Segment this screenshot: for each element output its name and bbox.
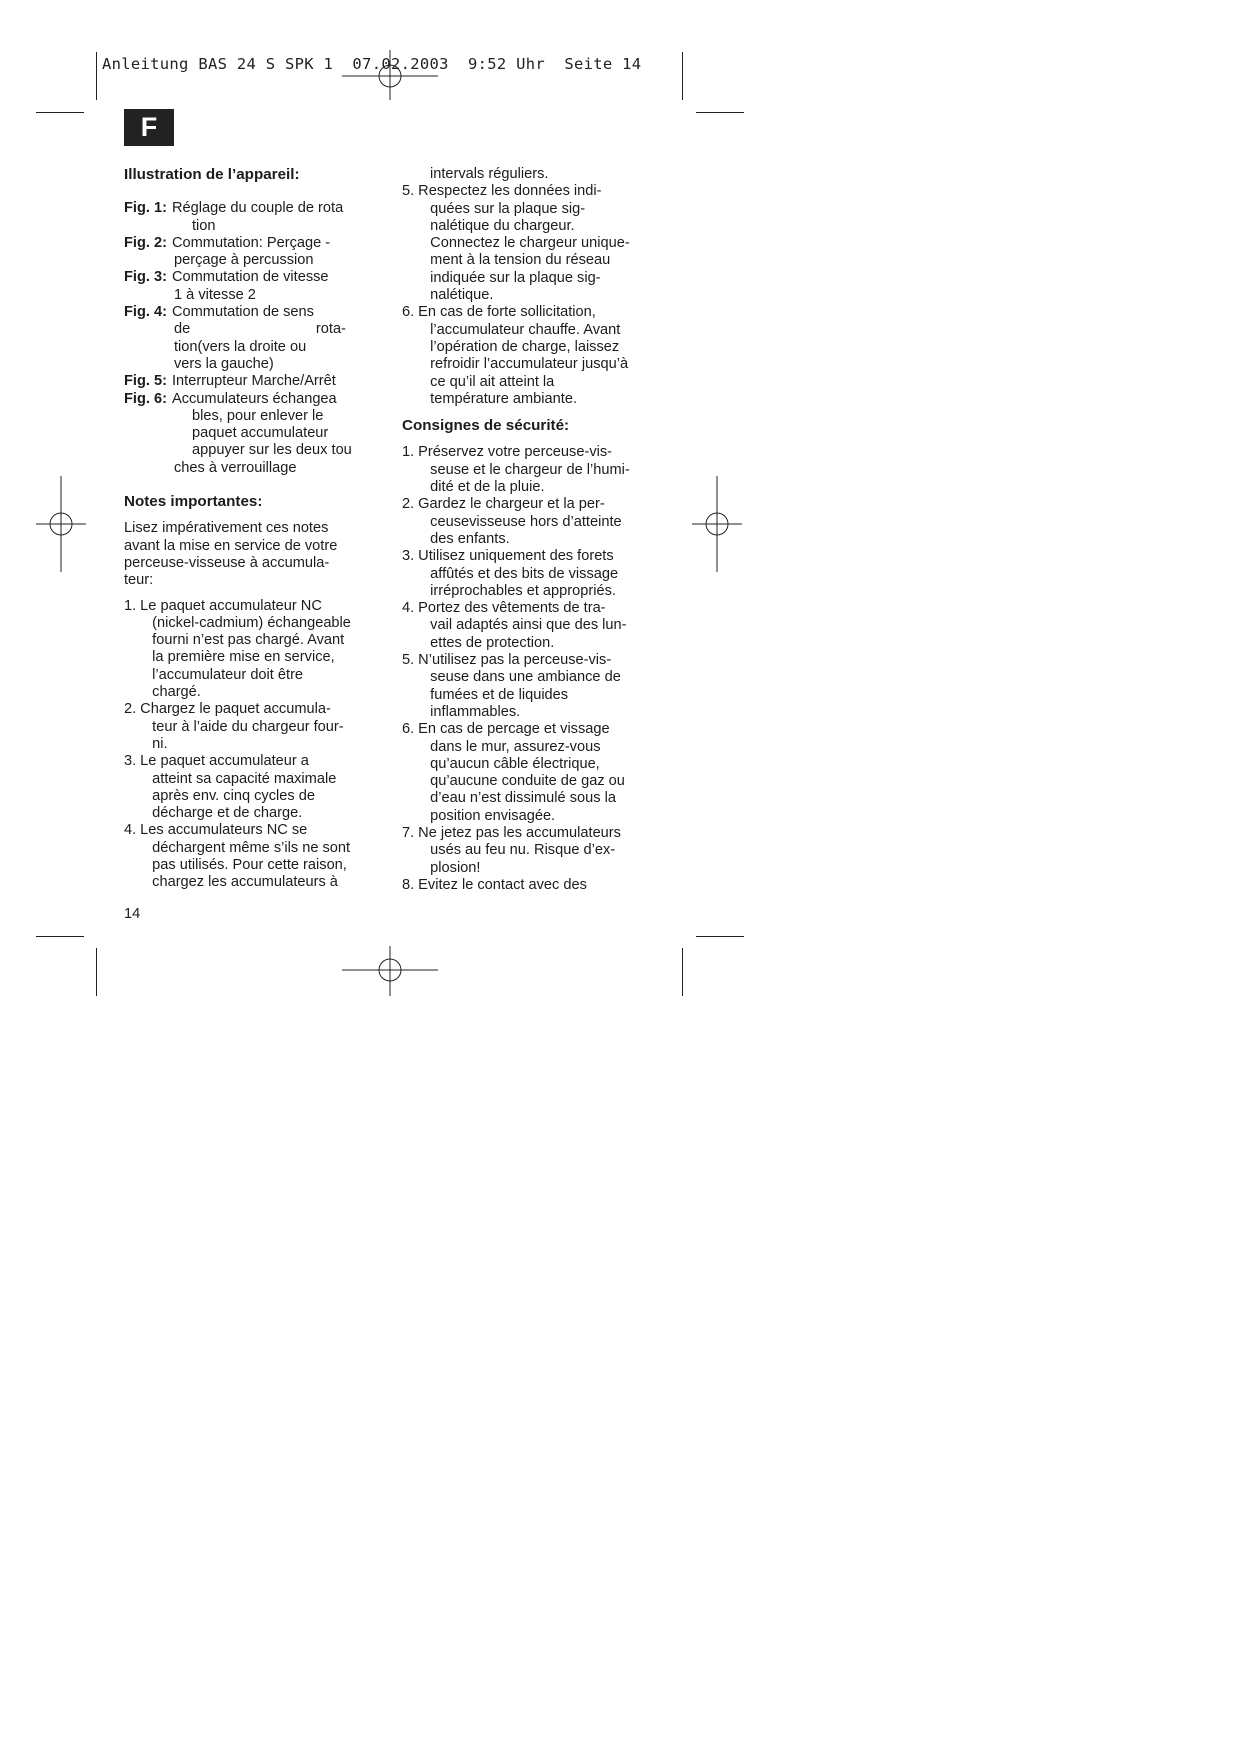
- crop-mark: [36, 112, 84, 113]
- fig-item: [124, 200, 384, 235]
- fig-description: Accumulateurs échangea bles, pour enlever le paquet accumulateur appuyer sur les deux tou ches à verrouillage: [171, 390, 352, 476]
- fig-item: [124, 269, 384, 304]
- notes-heading: Notes importantes:: [124, 493, 263, 511]
- page-number: 14: [124, 906, 141, 922]
- fig-item: [124, 391, 384, 477]
- list-item: 6. En cas de forte sollicitation, l’accumulateur chauffe. Avant l’opération de charge, laissez refroidir l’accumulateur jusqu’à ce qu’il ait atteint la température ambiante.: [402, 304, 629, 407]
- list-item: 3. Le paquet accumulateur a atteint sa capacité maximale après env. cinq cycles de décharge et de charge.: [124, 753, 337, 822]
- crop-mark: [682, 52, 683, 100]
- left-column: [124, 166, 384, 892]
- registration-target-icon: [342, 50, 438, 102]
- safety-heading: Consignes de sécurité:: [402, 417, 570, 435]
- crop-mark: [696, 936, 744, 937]
- fig-label: Fig. 2:: [124, 234, 167, 251]
- registration-target-icon: [342, 944, 438, 996]
- fig-description: Réglage du couple de rota tion: [171, 200, 344, 234]
- list-item: 3. Utilisez uniquement des forets affûtés et des bits de vissage irréprochables et appropriés.: [402, 548, 619, 599]
- fig-label: Fig. 6:: [124, 390, 167, 407]
- list-item: 1. Préservez votre perceuse-vis- seuse et le chargeur de l’humi- dité et de la pluie.: [402, 444, 630, 496]
- fig-item: [124, 373, 384, 390]
- fig-description: Commutation: Perçage - perçage à percussion: [171, 234, 331, 269]
- slug-line: Anleitung BAS 24 S SPK 1 07.02.2003 9:52 Uhr Seite 14: [102, 55, 642, 73]
- fig-label: Fig. 1:: [124, 200, 167, 217]
- fig-item: [124, 304, 384, 373]
- fig-description: Interrupteur Marche/Arrêt: [171, 373, 336, 390]
- list-item: 2. Chargez le paquet accumula- teur à l’aide du chargeur four- ni.: [124, 701, 344, 752]
- list-item: 2. Gardez le chargeur et la per- ceusevisseuse hors d’atteinte des enfants.: [402, 496, 622, 547]
- fig-item: [124, 235, 384, 270]
- list-item: 1. Le paquet accumulateur NC (nickel-cadmium) échangeable fourni n’est pas chargé. Avant la première mise en service, l’accumulateur doit être chargé.: [124, 597, 351, 701]
- fig-label: Fig. 3:: [124, 269, 167, 286]
- crop-mark: [696, 112, 744, 113]
- notes-intro: Lisez impérativement ces notes avant la mise en service de votre perceuse-visseuse à accumula- teur:: [124, 520, 338, 589]
- continued-line: intervals réguliers.: [430, 166, 549, 182]
- language-badge: F: [124, 109, 174, 146]
- list-item: 6. En cas de percage et vissage dans le mur, assurez-vous qu’aucun câble électrique, qu’aucune conduite de gaz ou d’eau n’est dissimulé sous la position envisagée.: [402, 721, 625, 824]
- fig-label: Fig. 5:: [124, 373, 167, 390]
- fig-description: Commutation de sens de rota- tion(vers la droite ou vers la gauche): [171, 304, 346, 372]
- fig-label: Fig. 4:: [124, 304, 167, 321]
- list-item: 7. Ne jetez pas les accumulateurs usés au feu nu. Risque d’ex- plosion!: [402, 824, 621, 876]
- list-item: 8. Evitez le contact avec des: [402, 876, 587, 893]
- crop-mark: [96, 948, 97, 996]
- list-item: 5. N’utilisez pas la perceuse-vis- seuse dans une ambiance de fumées et de liquides inflammables.: [402, 652, 621, 720]
- illustration-heading: Illustration de l’appareil:: [124, 166, 300, 183]
- fig-description: Commutation de vitesse 1 à vitesse 2: [171, 269, 329, 303]
- right-column: [402, 166, 664, 894]
- registration-target-icon: [692, 476, 742, 572]
- list-item: 5. Respectez les données indi- quées sur la plaque sig- nalétique du chargeur. Connectez le chargeur unique- ment à la tension du réseau indiquée sur la plaque sig- nalétique.: [402, 183, 630, 304]
- crop-mark: [36, 936, 84, 937]
- crop-mark: [96, 52, 97, 100]
- list-item: 4. Les accumulateurs NC se déchargent même s’ils ne sont pas utilisés. Pour cette raison, chargez les accumulateurs à: [124, 822, 351, 891]
- registration-target-icon: [36, 476, 86, 572]
- list-item: 4. Portez des vêtements de tra- vail adaptés ainsi que des lun- ettes de protection.: [402, 600, 627, 651]
- crop-mark: [682, 948, 683, 996]
